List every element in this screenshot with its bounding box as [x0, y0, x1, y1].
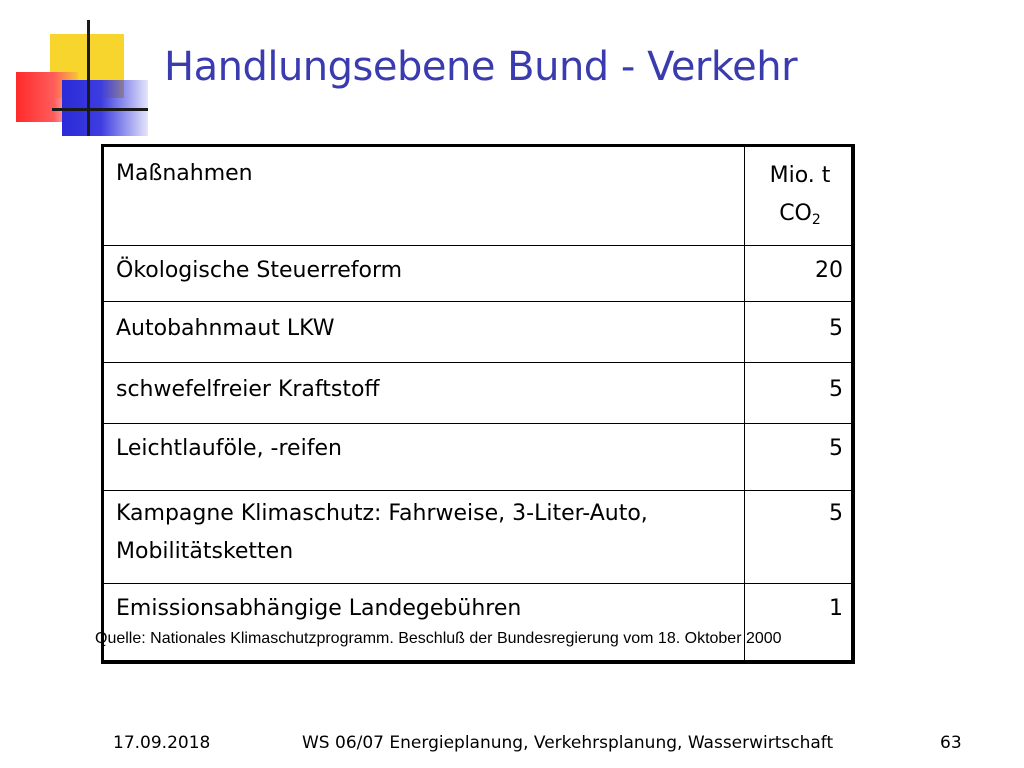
- slide-title: Handlungsebene Bund - Verkehr: [164, 44, 798, 90]
- footer-date: 17.09.2018: [113, 733, 211, 753]
- header-unit-subscript: 2: [811, 212, 821, 228]
- source-note: Quelle: Nationales Klimaschutzprogramm. Beschluß der Bundesregierung vom 18. Oktober 2000: [95, 630, 782, 647]
- row-measure: Autobahnmaut LKW: [103, 302, 745, 363]
- row-measure: Leichtlauföle, -reifen: [103, 424, 745, 491]
- row-value: 5: [745, 363, 854, 424]
- row-value: 5: [745, 491, 854, 584]
- header-unit: [745, 146, 854, 246]
- table-row: [103, 424, 854, 491]
- table-row: [103, 584, 854, 663]
- table-header-row: [103, 146, 854, 246]
- row-value: 5: [745, 302, 854, 363]
- header-measure: Maßnahmen: [103, 146, 745, 246]
- table-row: [103, 491, 854, 584]
- table-row: [103, 302, 854, 363]
- header-unit-co: CO: [779, 201, 812, 226]
- row-value: 20: [745, 246, 854, 302]
- logo-vertical-line: [87, 20, 90, 136]
- measures-table: [101, 144, 855, 664]
- row-measure: Kampagne Klimaschutz: Fahrweise, 3-Liter-Auto, Mobilitätsketten: [103, 491, 745, 584]
- footer-page-number: 63: [940, 733, 962, 753]
- row-value: 5: [745, 424, 854, 491]
- table-row: [103, 363, 854, 424]
- row-measure: Ökologische Steuerreform: [103, 246, 745, 302]
- header-unit-line1: Mio. t: [769, 163, 831, 188]
- row-measure: Emissionsabhängige Landegebühren: [103, 584, 745, 663]
- logo-horizontal-line: [52, 108, 148, 111]
- footer-course: WS 06/07 Energieplanung, Verkehrsplanung, Wasserwirtschaft: [302, 733, 834, 753]
- table-row: [103, 246, 854, 302]
- row-value: 1: [745, 584, 854, 663]
- slide-logo: [0, 0, 170, 145]
- row-measure: schwefelfreier Kraftstoff: [103, 363, 745, 424]
